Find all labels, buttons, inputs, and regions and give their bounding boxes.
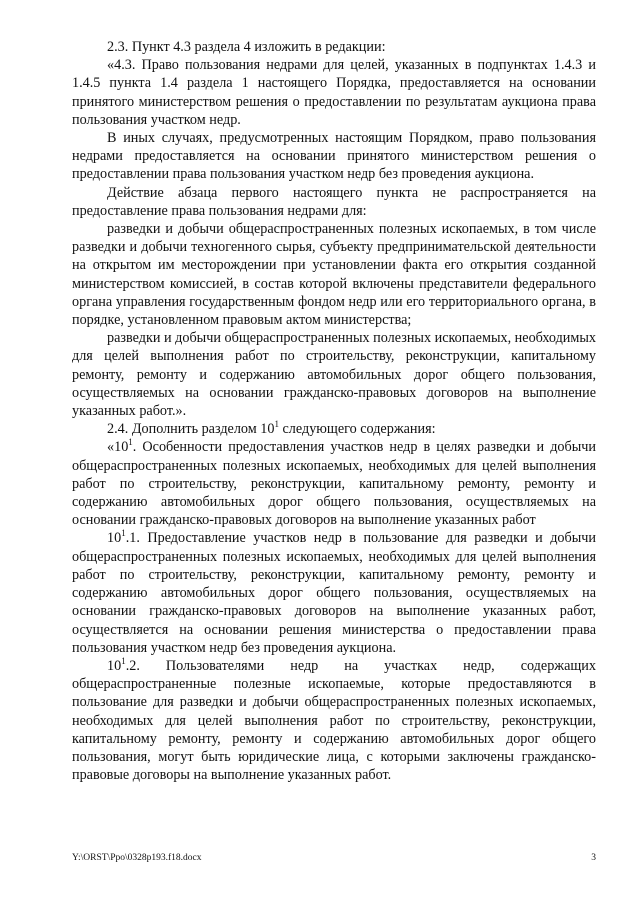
- paragraph-exploration-2: разведки и добычи общераспространенных полезных ископаемых, необходимых для целей выполнения работ по строительству, реконструкции, капитальному ремонту, ремонту и содержанию автомобильных дорог общего пользования, осуществляемых на основании гражданско-правовых договоров на выполнение указанных работ.».: [72, 330, 596, 420]
- text-run: следующего содержания:: [278, 421, 436, 438]
- page-number: 3: [591, 853, 596, 863]
- paragraph-exception: Действие абзаца первого настоящего пункта не распространяется на предоставление права пользования недрами для:: [72, 184, 596, 219]
- text-run: .1. Предоставление участков недр в пользование для разведки и добычи общераспространенных полезных ископаемых, необходимых для целей выполнения работ по строительству, реконструкции, капитальному ремонту, ремонту и содержанию автомобильных дорог общего пользования, осуществляемых на основании гражданско-правовых договоров на выполнение указанных работ, осуществляется на основании решения министерства о предоставлении права пользования участком недр без проведения аукциона.: [72, 530, 596, 656]
- text-run: 10: [107, 657, 122, 674]
- paragraph-10-1-1: [72, 529, 596, 656]
- text-run: 2.4. Дополнить разделом 10: [107, 421, 275, 438]
- paragraph-exploration-1: разведки и добычи общераспространенных полезных ископаемых, в том числе разведки и добычи техногенного сырья, субъекту предпринимательской деятельности на открытом им месторождении при установлении факта его открытия созданной министерством комиссией, в состав которой включены представители федерального органа управления государственным фондом недр или его территориального органа, в порядке, установленном правовым актом министерства;: [72, 221, 596, 329]
- paragraph-2-3: 2.3. Пункт 4.3 раздела 4 изложить в редакции:: [107, 39, 386, 55]
- paragraph-2-4: [72, 420, 596, 438]
- superscript: 1: [128, 437, 133, 448]
- section-10-1-heading: [72, 438, 596, 529]
- text-run: . Особенности предоставления участков недр в целях разведки и добычи общераспространенных полезных ископаемых, необходимых для целей выполнения работ по строительству, реконструкции, капитальному ремонту, ремонту и содержанию автомобильных дорог общего пользования, осуществляемых на основании гражданско-правовых договоров на выполнение указанных работ: [72, 439, 596, 529]
- file-path: Y:\ORST\Ppo\0328p193.f18.docx: [72, 853, 202, 863]
- superscript: 1: [121, 655, 126, 666]
- page-footer: [72, 853, 596, 863]
- text-run: 10: [107, 530, 122, 547]
- text-run: «10: [107, 439, 129, 456]
- paragraph-other-cases: В иных случаях, предусмотренных настоящим Порядком, право пользования недрами предоставляется на основании принятого министерством решения о предоставлении права пользования участком недр без проведения аукциона.: [72, 130, 596, 183]
- document-body: [72, 38, 596, 784]
- superscript: 1: [121, 528, 126, 539]
- paragraph-4-3: «4.3. Право пользования недрами для целей, указанных в подпунктах 1.4.3 и 1.4.5 пункта 1.4 раздела 1 настоящего Порядка, предоставляется на основании принятого министерством решения о предоставлении по результатам аукциона права пользования участком недр.: [72, 57, 596, 128]
- text-run: .2. Пользователями недр на участках недр, содержащих общераспространенные полезные ископаемые, которые предоставляются в пользование для разведки и добычи общераспространенных полезных ископаемых, необходимых для целей выполнения работ по строительству, реконструкции, капитальному ремонту, ремонту и содержанию автомобильных дорог общего пользования, могут быть юридические лица, с которыми заключены гражданско-правовые договоры на выполнение указанных работ.: [72, 657, 596, 784]
- superscript: 1: [274, 419, 279, 430]
- paragraph-10-1-2: [72, 657, 596, 784]
